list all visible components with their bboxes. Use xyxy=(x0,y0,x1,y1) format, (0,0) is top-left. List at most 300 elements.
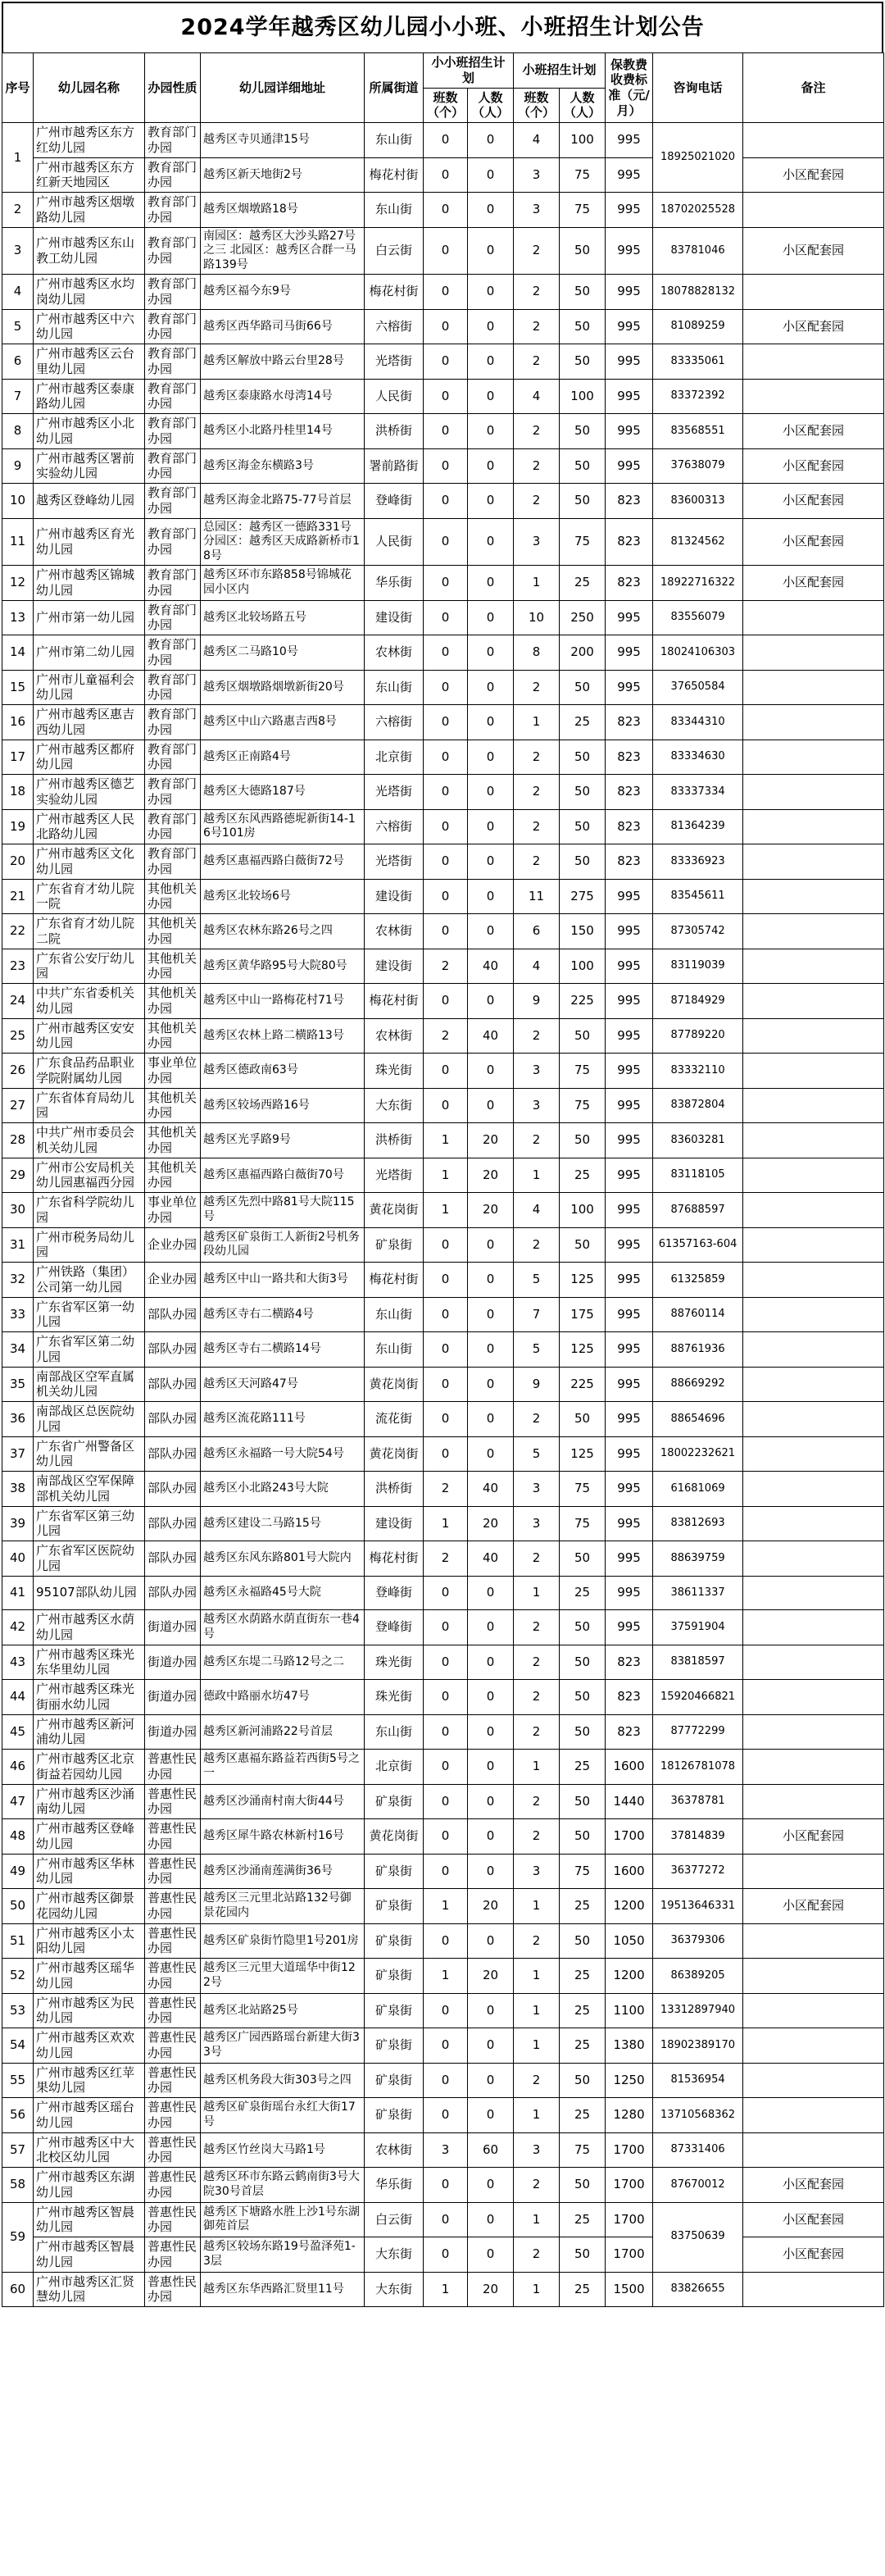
cell-remark xyxy=(743,1297,884,1332)
cell-name: 广州市越秀区为民幼儿园 xyxy=(34,1993,145,2028)
cell-nature: 教育部门办园 xyxy=(145,414,201,449)
cell-fee: 1500 xyxy=(606,2272,653,2307)
cell-fee: 1700 xyxy=(606,2168,653,2203)
cell-nature: 其他机关办园 xyxy=(145,879,201,914)
cell-street: 建设街 xyxy=(365,1506,424,1541)
cell-xx-people: 20 xyxy=(468,1506,514,1541)
cell-xx-classes: 0 xyxy=(424,1054,468,1089)
cell-name: 中共广东省委机关幼儿园 xyxy=(34,984,145,1019)
cell-seq: 24 xyxy=(2,984,34,1019)
header-street: 所属街道 xyxy=(365,53,424,123)
cell-x-classes: 4 xyxy=(514,123,560,158)
cell-x-classes: 2 xyxy=(514,344,560,380)
cell-name: 广州市越秀区惠吉西幼儿园 xyxy=(34,705,145,740)
cell-xx-people: 0 xyxy=(468,344,514,380)
cell-x-classes: 1 xyxy=(514,2202,560,2237)
cell-xx-people: 0 xyxy=(468,1714,514,1750)
cell-name: 广州市公安局机关幼儿园惠福西分园 xyxy=(34,1158,145,1193)
cell-nature: 普惠性民办园 xyxy=(145,1923,201,1959)
cell-remark xyxy=(743,2028,884,2064)
cell-xx-people: 0 xyxy=(468,635,514,671)
cell-x-people: 50 xyxy=(560,1714,606,1750)
cell-x-people: 75 xyxy=(560,193,606,228)
cell-street: 珠光街 xyxy=(365,1645,424,1680)
table-row xyxy=(2,1854,884,1889)
cell-nature: 部队办园 xyxy=(145,1472,201,1507)
table-row xyxy=(2,518,884,566)
cell-remark xyxy=(743,1018,884,1054)
cell-seq: 51 xyxy=(2,1923,34,1959)
cell-xx-people: 0 xyxy=(468,775,514,810)
table-row xyxy=(2,1750,884,1785)
cell-x-people: 50 xyxy=(560,1018,606,1054)
cell-name: 广州市越秀区文化幼儿园 xyxy=(34,844,145,880)
cell-name: 广州市越秀区御景花园幼儿园 xyxy=(34,1889,145,1924)
cell-remark xyxy=(743,775,884,810)
table-row xyxy=(2,1088,884,1123)
cell-fee: 1380 xyxy=(606,2028,653,2064)
cell-nature: 普惠性民办园 xyxy=(145,2063,201,2098)
cell-seq: 40 xyxy=(2,1541,34,1577)
cell-street: 农林街 xyxy=(365,1018,424,1054)
cell-remark xyxy=(743,2272,884,2307)
cell-street: 光塔街 xyxy=(365,775,424,810)
cell-street: 六榕街 xyxy=(365,705,424,740)
cell-phone: 13710568362 xyxy=(653,2098,743,2133)
cell-phone: 83118105 xyxy=(653,1158,743,1193)
cell-phone: 18024106303 xyxy=(653,635,743,671)
cell-x-people: 125 xyxy=(560,1263,606,1298)
table-row xyxy=(2,1402,884,1437)
cell-remark: 小区配套园 xyxy=(743,309,884,344)
cell-address: 越秀区天河路47号 xyxy=(201,1367,365,1402)
cell-xx-people: 0 xyxy=(468,1645,514,1680)
cell-x-classes: 9 xyxy=(514,1367,560,1402)
cell-xx-people: 60 xyxy=(468,2132,514,2168)
table-row xyxy=(2,809,884,844)
cell-x-classes: 1 xyxy=(514,1750,560,1785)
cell-street: 矿泉街 xyxy=(365,1959,424,1994)
cell-xx-classes: 0 xyxy=(424,379,468,414)
cell-address: 越秀区永福路一号大院54号 xyxy=(201,1436,365,1472)
cell-address: 越秀区惠福西路白薇街72号 xyxy=(201,844,365,880)
cell-xx-people: 0 xyxy=(468,2237,514,2273)
cell-xx-classes: 0 xyxy=(424,414,468,449)
table-row xyxy=(2,984,884,1019)
cell-remark xyxy=(743,1854,884,1889)
cell-x-people: 225 xyxy=(560,984,606,1019)
cell-name: 广东省育才幼儿院二院 xyxy=(34,914,145,949)
cell-remark xyxy=(743,1263,884,1298)
cell-fee: 823 xyxy=(606,518,653,566)
cell-nature: 普惠性民办园 xyxy=(145,2028,201,2064)
cell-nature: 街道办园 xyxy=(145,1645,201,1680)
cell-seq: 11 xyxy=(2,518,34,566)
cell-remark xyxy=(743,1645,884,1680)
cell-fee: 1100 xyxy=(606,1993,653,2028)
cell-seq: 5 xyxy=(2,309,34,344)
cell-phone: 83812693 xyxy=(653,1506,743,1541)
cell-address: 越秀区三元里大道瑶华中街122号 xyxy=(201,1959,365,1994)
cell-fee: 823 xyxy=(606,740,653,775)
cell-phone: 81089259 xyxy=(653,309,743,344)
cell-street: 登峰街 xyxy=(365,484,424,519)
cell-xx-classes: 0 xyxy=(424,448,468,484)
cell-address: 越秀区犀牛路农林新村16号 xyxy=(201,1819,365,1855)
cell-x-classes: 1 xyxy=(514,1576,560,1610)
cell-remark: 小区配套园 xyxy=(743,1819,884,1855)
cell-nature: 街道办园 xyxy=(145,1610,201,1645)
cell-fee: 995 xyxy=(606,1610,653,1645)
cell-xx-people: 0 xyxy=(468,193,514,228)
cell-remark: 小区配套园 xyxy=(743,566,884,601)
cell-phone: 18922716322 xyxy=(653,566,743,601)
cell-name: 广东省科学院幼儿园 xyxy=(34,1193,145,1228)
cell-address: 越秀区先烈中路81号大院115号 xyxy=(201,1193,365,1228)
cell-x-people: 50 xyxy=(560,414,606,449)
cell-x-classes: 2 xyxy=(514,844,560,880)
cell-x-people: 25 xyxy=(560,2202,606,2237)
cell-name: 广州市越秀区锦城幼儿园 xyxy=(34,566,145,601)
cell-x-people: 50 xyxy=(560,1784,606,1819)
cell-xx-people: 0 xyxy=(468,879,514,914)
cell-street: 东山街 xyxy=(365,1297,424,1332)
cell-xx-classes: 0 xyxy=(424,1993,468,2028)
cell-x-people: 50 xyxy=(560,1610,606,1645)
cell-address: 越秀区沙涌南莲满街36号 xyxy=(201,1854,365,1889)
cell-xx-people: 40 xyxy=(468,1018,514,1054)
cell-xx-people: 0 xyxy=(468,1819,514,1855)
table-row xyxy=(2,1332,884,1368)
cell-phone: 61325859 xyxy=(653,1263,743,1298)
cell-x-classes: 2 xyxy=(514,1018,560,1054)
cell-xx-people: 40 xyxy=(468,1541,514,1577)
cell-nature: 部队办园 xyxy=(145,1541,201,1577)
cell-xx-people: 0 xyxy=(468,705,514,740)
cell-x-classes: 4 xyxy=(514,379,560,414)
cell-fee: 995 xyxy=(606,1506,653,1541)
table-row xyxy=(2,414,884,449)
cell-street: 农林街 xyxy=(365,2132,424,2168)
cell-phone: 87305742 xyxy=(653,914,743,949)
cell-remark xyxy=(743,1472,884,1507)
cell-street: 梅花村街 xyxy=(365,1263,424,1298)
cell-phone: 18126781078 xyxy=(653,1750,743,1785)
cell-address: 越秀区较场东路19号盈泽苑1-3层 xyxy=(201,2237,365,2273)
cell-x-people: 25 xyxy=(560,1889,606,1924)
cell-name: 广州市越秀区沙涌南幼儿园 xyxy=(34,1784,145,1819)
cell-x-classes: 3 xyxy=(514,157,560,193)
cell-seq: 25 xyxy=(2,1018,34,1054)
cell-xx-people: 0 xyxy=(468,1750,514,1785)
table-row xyxy=(2,1018,884,1054)
cell-x-classes: 2 xyxy=(514,1714,560,1750)
cell-name: 广州市越秀区智晨幼儿园 xyxy=(34,2202,145,2237)
cell-name: 广州市越秀区瑶台幼儿园 xyxy=(34,2098,145,2133)
cell-nature: 部队办园 xyxy=(145,1436,201,1472)
table-body xyxy=(2,123,884,2307)
cell-phone: 88639759 xyxy=(653,1541,743,1577)
cell-nature: 企业办园 xyxy=(145,1227,201,1263)
cell-nature: 普惠性民办园 xyxy=(145,2272,201,2307)
cell-x-people: 75 xyxy=(560,1088,606,1123)
cell-x-classes: 3 xyxy=(514,1054,560,1089)
cell-xx-classes: 0 xyxy=(424,600,468,635)
cell-address: 越秀区东风西路德坭新街14-16号101房 xyxy=(201,809,365,844)
cell-address: 越秀区北较场6号 xyxy=(201,879,365,914)
enrollment-table xyxy=(2,52,884,2307)
cell-fee: 823 xyxy=(606,775,653,810)
cell-phone: 86389205 xyxy=(653,1959,743,1994)
cell-x-classes: 7 xyxy=(514,1297,560,1332)
cell-address: 越秀区竹丝岗大马路1号 xyxy=(201,2132,365,2168)
cell-xx-people: 0 xyxy=(468,1436,514,1472)
cell-remark xyxy=(743,1993,884,2028)
cell-name: 广东省育才幼儿院一院 xyxy=(34,879,145,914)
cell-x-people: 275 xyxy=(560,879,606,914)
cell-seq: 18 xyxy=(2,775,34,810)
cell-address: 总园区：越秀区一德路331号 分园区：越秀区天成路新桥市18号 xyxy=(201,518,365,566)
cell-x-people: 25 xyxy=(560,1959,606,1994)
cell-fee: 995 xyxy=(606,1193,653,1228)
cell-xx-classes: 1 xyxy=(424,1889,468,1924)
cell-phone: 88761936 xyxy=(653,1332,743,1368)
cell-remark: 小区配套园 xyxy=(743,414,884,449)
cell-xx-classes: 0 xyxy=(424,309,468,344)
cell-nature: 其他机关办园 xyxy=(145,1158,201,1193)
table-row xyxy=(2,1714,884,1750)
cell-xx-classes: 0 xyxy=(424,344,468,380)
table-row xyxy=(2,2063,884,2098)
cell-nature: 教育部门办园 xyxy=(145,193,201,228)
cell-xx-classes: 0 xyxy=(424,1263,468,1298)
table-row xyxy=(2,1819,884,1855)
cell-address: 越秀区永福路45号大院 xyxy=(201,1576,365,1610)
cell-x-people: 75 xyxy=(560,1854,606,1889)
cell-remark xyxy=(743,949,884,984)
cell-phone: 61357163-604 xyxy=(653,1227,743,1263)
cell-address: 越秀区二马路10号 xyxy=(201,635,365,671)
cell-remark xyxy=(743,193,884,228)
table-row xyxy=(2,157,884,193)
header-phone: 咨询电话 xyxy=(653,53,743,123)
cell-fee: 1280 xyxy=(606,2098,653,2133)
cell-xx-classes: 0 xyxy=(424,809,468,844)
cell-seq: 39 xyxy=(2,1506,34,1541)
cell-fee: 995 xyxy=(606,1227,653,1263)
cell-name: 广州市越秀区智晨幼儿园 xyxy=(34,2237,145,2273)
cell-street: 东山街 xyxy=(365,670,424,705)
cell-address: 越秀区黄华路95号大院80号 xyxy=(201,949,365,984)
cell-phone: 83781046 xyxy=(653,227,743,275)
cell-seq: 48 xyxy=(2,1819,34,1855)
cell-street: 人民街 xyxy=(365,518,424,566)
cell-fee: 1700 xyxy=(606,2202,653,2237)
cell-street: 六榕街 xyxy=(365,309,424,344)
cell-x-classes: 1 xyxy=(514,705,560,740)
cell-address: 越秀区惠福东路益若西街5号之一 xyxy=(201,1750,365,1785)
cell-nature: 部队办园 xyxy=(145,1332,201,1368)
cell-xx-classes: 0 xyxy=(424,1645,468,1680)
cell-phone: 83336923 xyxy=(653,844,743,880)
cell-x-people: 175 xyxy=(560,1297,606,1332)
cell-street: 建设街 xyxy=(365,600,424,635)
cell-x-classes: 5 xyxy=(514,1436,560,1472)
table-row xyxy=(2,705,884,740)
table-row xyxy=(2,635,884,671)
cell-seq: 33 xyxy=(2,1297,34,1332)
table-row xyxy=(2,1367,884,1402)
cell-phone: 19513646331 xyxy=(653,1889,743,1924)
cell-address: 越秀区新河浦路22号首层 xyxy=(201,1714,365,1750)
cell-address: 越秀区解放中路云台里28号 xyxy=(201,344,365,380)
cell-xx-people: 0 xyxy=(468,1923,514,1959)
table-row xyxy=(2,2098,884,2133)
table-row xyxy=(2,2202,884,2237)
cell-street: 登峰街 xyxy=(365,1610,424,1645)
cell-seq: 22 xyxy=(2,914,34,949)
cell-fee: 995 xyxy=(606,1123,653,1158)
table-row xyxy=(2,740,884,775)
cell-seq: 56 xyxy=(2,2098,34,2133)
cell-street: 洪桥街 xyxy=(365,1472,424,1507)
cell-x-classes: 9 xyxy=(514,984,560,1019)
cell-xx-classes: 0 xyxy=(424,2202,468,2237)
cell-name: 广州市越秀区珠光街丽水幼儿园 xyxy=(34,1680,145,1715)
cell-x-people: 50 xyxy=(560,1645,606,1680)
cell-x-classes: 2 xyxy=(514,2237,560,2273)
cell-x-classes: 1 xyxy=(514,2098,560,2133)
cell-nature: 普惠性民办园 xyxy=(145,2098,201,2133)
cell-phone: 83556079 xyxy=(653,600,743,635)
cell-xx-people: 20 xyxy=(468,1959,514,1994)
cell-address: 越秀区较场西路16号 xyxy=(201,1088,365,1123)
cell-xx-people: 0 xyxy=(468,600,514,635)
cell-fee: 823 xyxy=(606,809,653,844)
cell-xx-classes: 2 xyxy=(424,1018,468,1054)
cell-xx-classes: 0 xyxy=(424,518,468,566)
cell-x-people: 50 xyxy=(560,844,606,880)
cell-phone: 18925021020 xyxy=(653,123,743,193)
cell-remark xyxy=(743,1714,884,1750)
cell-xx-classes: 0 xyxy=(424,193,468,228)
cell-address: 越秀区北站路25号 xyxy=(201,1993,365,2028)
cell-address: 越秀区寺右二横路14号 xyxy=(201,1332,365,1368)
cell-name: 广州市第一幼儿园 xyxy=(34,600,145,635)
cell-remark xyxy=(743,1610,884,1645)
cell-nature: 教育部门办园 xyxy=(145,705,201,740)
cell-remark xyxy=(743,1750,884,1785)
cell-nature: 普惠性民办园 xyxy=(145,1889,201,1924)
cell-seq: 34 xyxy=(2,1332,34,1368)
cell-fee: 995 xyxy=(606,193,653,228)
cell-address: 越秀区泰康路水母湾14号 xyxy=(201,379,365,414)
cell-remark xyxy=(743,844,884,880)
cell-phone: 83603281 xyxy=(653,1123,743,1158)
table-row xyxy=(2,949,884,984)
cell-remark xyxy=(743,344,884,380)
cell-name: 95107部队幼儿园 xyxy=(34,1576,145,1610)
cell-fee: 1200 xyxy=(606,1959,653,1994)
cell-xx-people: 40 xyxy=(468,949,514,984)
cell-x-people: 25 xyxy=(560,1993,606,2028)
cell-address: 越秀区海金东横路3号 xyxy=(201,448,365,484)
cell-x-classes: 3 xyxy=(514,2132,560,2168)
cell-xx-people: 0 xyxy=(468,670,514,705)
cell-fee: 1600 xyxy=(606,1750,653,1785)
cell-street: 建设街 xyxy=(365,879,424,914)
cell-x-classes: 5 xyxy=(514,1332,560,1368)
cell-name: 广州市越秀区署前实验幼儿园 xyxy=(34,448,145,484)
cell-x-people: 75 xyxy=(560,2132,606,2168)
cell-nature: 普惠性民办园 xyxy=(145,1784,201,1819)
cell-nature: 教育部门办园 xyxy=(145,518,201,566)
table-row xyxy=(2,1680,884,1715)
cell-name: 广东省军区第二幼儿园 xyxy=(34,1332,145,1368)
cell-street: 矿泉街 xyxy=(365,1784,424,1819)
cell-nature: 教育部门办园 xyxy=(145,157,201,193)
table-row xyxy=(2,1645,884,1680)
cell-seq: 55 xyxy=(2,2063,34,2098)
cell-address: 越秀区建设二马路15号 xyxy=(201,1506,365,1541)
cell-name: 越秀区登峰幼儿园 xyxy=(34,484,145,519)
cell-name: 广州市越秀区东方红幼儿园 xyxy=(34,123,145,158)
cell-seq: 15 xyxy=(2,670,34,705)
cell-street: 建设街 xyxy=(365,949,424,984)
cell-xx-people: 0 xyxy=(468,2098,514,2133)
header-x-classes: 班数（个） xyxy=(514,88,560,123)
cell-name: 广州市越秀区人民北路幼儿园 xyxy=(34,809,145,844)
cell-phone: 83826655 xyxy=(653,2272,743,2307)
cell-street: 洪桥街 xyxy=(365,1123,424,1158)
cell-phone: 87772299 xyxy=(653,1714,743,1750)
cell-phone: 87184929 xyxy=(653,984,743,1019)
header-x-people: 人数（人） xyxy=(560,88,606,123)
cell-phone: 15920466821 xyxy=(653,1680,743,1715)
cell-street: 华乐街 xyxy=(365,566,424,601)
cell-name: 广州市越秀区云台里幼儿园 xyxy=(34,344,145,380)
cell-nature: 普惠性民办园 xyxy=(145,2202,201,2237)
cell-seq: 52 xyxy=(2,1959,34,1994)
cell-x-people: 125 xyxy=(560,1332,606,1368)
header-fee: 保教费收费标准（元/月） xyxy=(606,53,653,123)
cell-street: 东山街 xyxy=(365,123,424,158)
table-row xyxy=(2,1158,884,1193)
cell-address: 越秀区正南路4号 xyxy=(201,740,365,775)
cell-xx-people: 0 xyxy=(468,1784,514,1819)
cell-name: 广州市越秀区登峰幼儿园 xyxy=(34,1819,145,1855)
page-title: 2024学年越秀区幼儿园小小班、小班招生计划公告 xyxy=(2,2,883,52)
cell-phone: 83818597 xyxy=(653,1645,743,1680)
cell-remark xyxy=(743,1923,884,1959)
cell-x-people: 25 xyxy=(560,2028,606,2064)
cell-x-classes: 2 xyxy=(514,1784,560,1819)
cell-xx-classes: 0 xyxy=(424,2168,468,2203)
cell-phone: 87670012 xyxy=(653,2168,743,2203)
cell-xx-people: 0 xyxy=(468,2028,514,2064)
cell-address: 越秀区烟墩路烟墩新街20号 xyxy=(201,670,365,705)
cell-x-people: 50 xyxy=(560,740,606,775)
cell-fee: 995 xyxy=(606,123,653,158)
cell-phone: 38611337 xyxy=(653,1576,743,1610)
cell-name: 广州市越秀区中大北校区幼儿园 xyxy=(34,2132,145,2168)
cell-xx-people: 20 xyxy=(468,1123,514,1158)
cell-seq: 17 xyxy=(2,740,34,775)
cell-fee: 1050 xyxy=(606,1923,653,1959)
cell-nature: 教育部门办园 xyxy=(145,809,201,844)
table-row xyxy=(2,1889,884,1924)
cell-street: 大东街 xyxy=(365,2272,424,2307)
